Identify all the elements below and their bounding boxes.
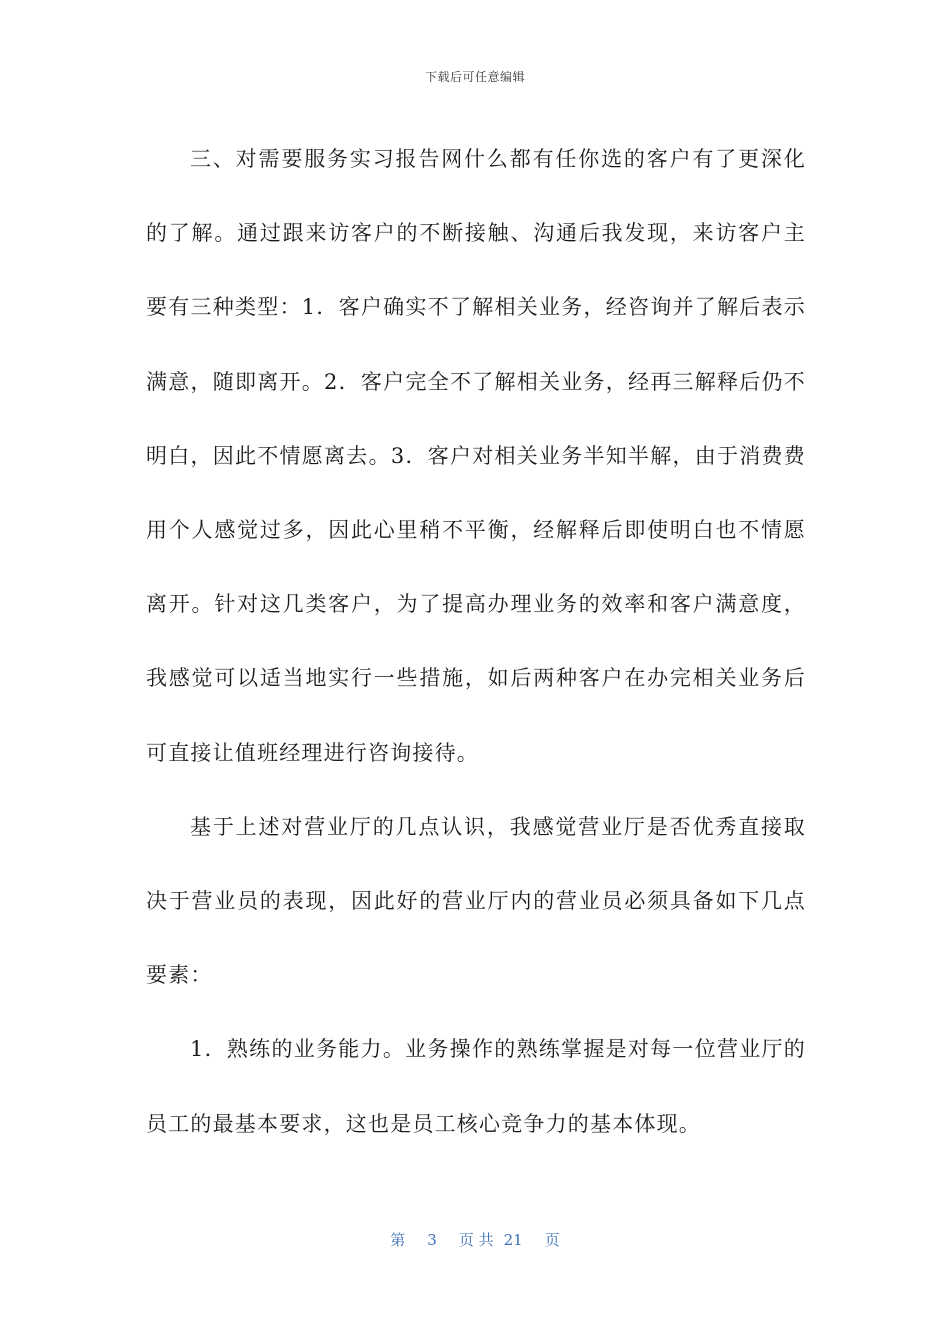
footer-total-pages: 21: [503, 1231, 523, 1249]
page-header-note: 下载后可任意编辑: [424, 70, 525, 84]
paragraph-business-skill: 1．熟练的业务能力。业务操作的熟练掌握是对每一位营业厅的员工的最基本要求，这也是员工核心竞争力的基本体现。: [146, 1037, 806, 1136]
paragraph-customer-types: 三、对需要服务实习报告网什么都有任你选的客户有了更深化的了解。通过跟来访客户的不断接触、沟通后我发现，来访客户主要有三种类型：1．客户确实不了解相关业务，经咨询并了解后表示满意，随即离开。2．客户完全不了解相关业务，经再三解释后仍不明白，因此不情愿离去。3．客户对相关业务半知半解，由于消费费用个人感觉过多，因此心里稍不平衡，经解释后即使明白也不情愿离开。针对这几类客户，为了提高办理业务的效率和客户满意度，我感觉可以适当地实行一些措施，如后两种客户在办完相关业务后可直接让值班经理进行咨询接待。: [146, 147, 806, 765]
page-footer: [0, 1229, 950, 1250]
paragraph-staff-requirements: 基于上述对营业厅的几点认识，我感觉营业厅是否优秀直接取决于营业员的表现，因此好的营业厅内的营业员必须具备如下几点要素：: [146, 814, 806, 988]
footer-label-suffix: 页: [544, 1231, 560, 1249]
footer-label-middle: 页 共: [458, 1231, 494, 1249]
footer-label-prefix: 第: [390, 1231, 406, 1249]
footer-current-page: 3: [427, 1231, 437, 1249]
document-body: [146, 122, 806, 1161]
